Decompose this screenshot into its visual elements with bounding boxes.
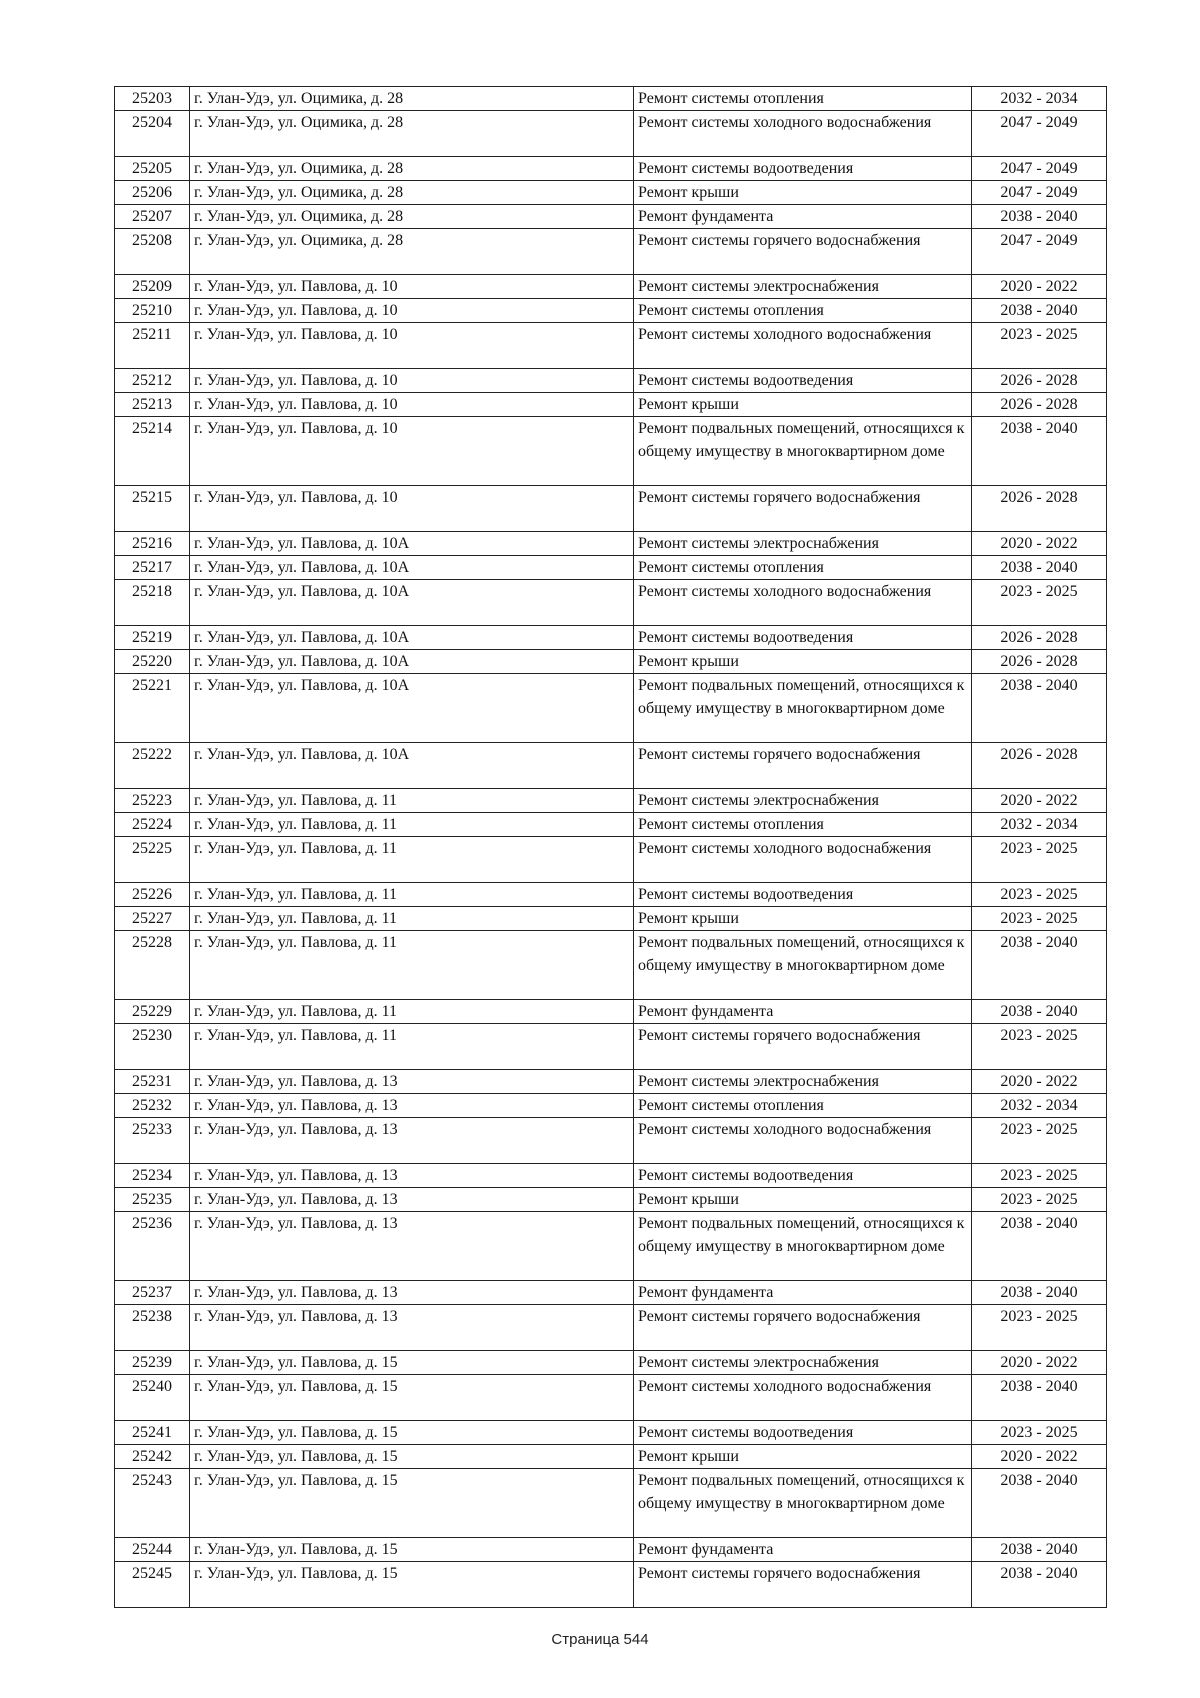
row-years: 2023 - 2025: [972, 1118, 1107, 1164]
row-years: 2020 - 2022: [972, 275, 1107, 299]
row-number: 25236: [115, 1212, 190, 1281]
row-work-type: Ремонт подвальных помещений, относящихся к общему имуществу в многоквартирном доме: [634, 674, 972, 743]
row-number: 25229: [115, 1000, 190, 1024]
row-address: г. Улан-Удэ, ул. Оцимика, д. 28: [190, 111, 634, 157]
table-row: [115, 1070, 1107, 1094]
table-row: [115, 1351, 1107, 1375]
row-number: 25242: [115, 1445, 190, 1469]
table-row: [115, 1562, 1107, 1608]
table-row: [115, 87, 1107, 111]
row-address: г. Улан-Удэ, ул. Павлова, д. 10А: [190, 532, 634, 556]
row-address: г. Улан-Удэ, ул. Павлова, д. 10А: [190, 626, 634, 650]
row-number: 25240: [115, 1375, 190, 1421]
row-number: 25209: [115, 275, 190, 299]
table-row: [115, 1538, 1107, 1562]
row-number: 25212: [115, 369, 190, 393]
row-address: г. Улан-Удэ, ул. Павлова, д. 10: [190, 393, 634, 417]
row-years: 2038 - 2040: [972, 556, 1107, 580]
row-years: 2023 - 2025: [972, 1024, 1107, 1070]
row-number: 25244: [115, 1538, 190, 1562]
row-number: 25215: [115, 486, 190, 532]
row-work-type: Ремонт крыши: [634, 650, 972, 674]
row-years: 2023 - 2025: [972, 1305, 1107, 1351]
row-years: 2038 - 2040: [972, 205, 1107, 229]
row-address: г. Улан-Удэ, ул. Павлова, д. 11: [190, 837, 634, 883]
row-number: 25225: [115, 837, 190, 883]
row-address: г. Улан-Удэ, ул. Павлова, д. 15: [190, 1421, 634, 1445]
row-number: 25223: [115, 789, 190, 813]
row-years: 2023 - 2025: [972, 1188, 1107, 1212]
row-work-type: Ремонт фундамента: [634, 1281, 972, 1305]
row-number: 25241: [115, 1421, 190, 1445]
row-address: г. Улан-Удэ, ул. Павлова, д. 15: [190, 1351, 634, 1375]
row-years: 2026 - 2028: [972, 743, 1107, 789]
row-work-type: Ремонт системы горячего водоснабжения: [634, 1562, 972, 1608]
row-work-type: Ремонт системы электроснабжения: [634, 1070, 972, 1094]
row-work-type: Ремонт системы водоотведения: [634, 1164, 972, 1188]
row-work-type: Ремонт системы горячего водоснабжения: [634, 743, 972, 789]
row-work-type: Ремонт системы водоотведения: [634, 157, 972, 181]
row-number: 25231: [115, 1070, 190, 1094]
row-number: 25214: [115, 417, 190, 486]
table-row: [115, 674, 1107, 743]
row-address: г. Улан-Удэ, ул. Павлова, д. 13: [190, 1212, 634, 1281]
row-address: г. Улан-Удэ, ул. Оцимика, д. 28: [190, 205, 634, 229]
table-row: [115, 299, 1107, 323]
row-work-type: Ремонт крыши: [634, 907, 972, 931]
row-address: г. Улан-Удэ, ул. Павлова, д. 11: [190, 1024, 634, 1070]
row-address: г. Улан-Удэ, ул. Павлова, д. 11: [190, 883, 634, 907]
row-work-type: Ремонт крыши: [634, 1445, 972, 1469]
row-work-type: Ремонт подвальных помещений, относящихся к общему имуществу в многоквартирном доме: [634, 1212, 972, 1281]
row-number: 25207: [115, 205, 190, 229]
table-row: [115, 1305, 1107, 1351]
row-work-type: Ремонт системы отопления: [634, 556, 972, 580]
table-row: [115, 883, 1107, 907]
row-years: 2047 - 2049: [972, 229, 1107, 275]
table-row: [115, 417, 1107, 486]
row-work-type: Ремонт системы отопления: [634, 813, 972, 837]
works-table: [114, 86, 1107, 1608]
row-number: 25218: [115, 580, 190, 626]
table-row: [115, 1118, 1107, 1164]
row-work-type: Ремонт системы холодного водоснабжения: [634, 1375, 972, 1421]
row-address: г. Улан-Удэ, ул. Павлова, д. 15: [190, 1445, 634, 1469]
table-row: [115, 111, 1107, 157]
table-row: [115, 393, 1107, 417]
table-row: [115, 275, 1107, 299]
table-row: [115, 181, 1107, 205]
row-number: 25226: [115, 883, 190, 907]
row-years: 2038 - 2040: [972, 1281, 1107, 1305]
row-work-type: Ремонт системы водоотведения: [634, 1421, 972, 1445]
row-address: г. Улан-Удэ, ул. Павлова, д. 11: [190, 813, 634, 837]
row-work-type: Ремонт системы холодного водоснабжения: [634, 580, 972, 626]
row-number: 25245: [115, 1562, 190, 1608]
works-table-body: [115, 87, 1107, 1608]
row-address: г. Улан-Удэ, ул. Оцимика, д. 28: [190, 229, 634, 275]
table-row: [115, 650, 1107, 674]
row-years: 2023 - 2025: [972, 837, 1107, 883]
row-work-type: Ремонт системы электроснабжения: [634, 789, 972, 813]
row-work-type: Ремонт крыши: [634, 393, 972, 417]
row-work-type: Ремонт системы горячего водоснабжения: [634, 229, 972, 275]
row-years: 2032 - 2034: [972, 813, 1107, 837]
row-years: 2047 - 2049: [972, 111, 1107, 157]
row-years: 2023 - 2025: [972, 883, 1107, 907]
row-years: 2038 - 2040: [972, 1562, 1107, 1608]
row-years: 2026 - 2028: [972, 393, 1107, 417]
row-address: г. Улан-Удэ, ул. Павлова, д. 11: [190, 1000, 634, 1024]
row-years: 2023 - 2025: [972, 580, 1107, 626]
row-number: 25243: [115, 1469, 190, 1538]
table-row: [115, 229, 1107, 275]
table-row: [115, 1212, 1107, 1281]
table-row: [115, 1281, 1107, 1305]
row-work-type: Ремонт крыши: [634, 181, 972, 205]
row-number: 25203: [115, 87, 190, 111]
row-years: 2038 - 2040: [972, 1000, 1107, 1024]
row-work-type: Ремонт подвальных помещений, относящихся к общему имуществу в многоквартирном доме: [634, 417, 972, 486]
row-address: г. Улан-Удэ, ул. Павлова, д. 13: [190, 1305, 634, 1351]
row-number: 25232: [115, 1094, 190, 1118]
row-number: 25222: [115, 743, 190, 789]
table-row: [115, 743, 1107, 789]
row-work-type: Ремонт системы холодного водоснабжения: [634, 1118, 972, 1164]
row-address: г. Улан-Удэ, ул. Павлова, д. 11: [190, 907, 634, 931]
row-work-type: Ремонт системы горячего водоснабжения: [634, 486, 972, 532]
row-number: 25219: [115, 626, 190, 650]
table-row: [115, 580, 1107, 626]
row-years: 2026 - 2028: [972, 369, 1107, 393]
table-row: [115, 837, 1107, 883]
row-work-type: Ремонт системы электроснабжения: [634, 1351, 972, 1375]
row-number: 25238: [115, 1305, 190, 1351]
row-number: 25234: [115, 1164, 190, 1188]
row-years: 2023 - 2025: [972, 1421, 1107, 1445]
row-address: г. Улан-Удэ, ул. Павлова, д. 15: [190, 1375, 634, 1421]
row-years: 2020 - 2022: [972, 1445, 1107, 1469]
row-number: 25237: [115, 1281, 190, 1305]
row-years: 2038 - 2040: [972, 1375, 1107, 1421]
table-row: [115, 1164, 1107, 1188]
row-work-type: Ремонт фундамента: [634, 1538, 972, 1562]
table-row: [115, 907, 1107, 931]
row-years: 2038 - 2040: [972, 931, 1107, 1000]
row-years: 2038 - 2040: [972, 1212, 1107, 1281]
row-years: 2038 - 2040: [972, 674, 1107, 743]
row-number: 25217: [115, 556, 190, 580]
row-number: 25206: [115, 181, 190, 205]
row-work-type: Ремонт системы электроснабжения: [634, 532, 972, 556]
row-number: 25230: [115, 1024, 190, 1070]
row-address: г. Улан-Удэ, ул. Павлова, д. 15: [190, 1538, 634, 1562]
row-years: 2038 - 2040: [972, 417, 1107, 486]
table-row: [115, 1000, 1107, 1024]
row-address: г. Улан-Удэ, ул. Павлова, д. 15: [190, 1469, 634, 1538]
table-row: [115, 1421, 1107, 1445]
row-work-type: Ремонт системы горячего водоснабжения: [634, 1024, 972, 1070]
row-address: г. Улан-Удэ, ул. Павлова, д. 11: [190, 931, 634, 1000]
row-address: г. Улан-Удэ, ул. Павлова, д. 10: [190, 417, 634, 486]
table-row: [115, 1469, 1107, 1538]
row-address: г. Улан-Удэ, ул. Павлова, д. 10А: [190, 580, 634, 626]
table-row: [115, 323, 1107, 369]
table-row: [115, 789, 1107, 813]
row-work-type: Ремонт системы отопления: [634, 87, 972, 111]
row-work-type: Ремонт системы отопления: [634, 1094, 972, 1118]
row-number: 25228: [115, 931, 190, 1000]
row-number: 25216: [115, 532, 190, 556]
row-work-type: Ремонт фундамента: [634, 205, 972, 229]
row-address: г. Улан-Удэ, ул. Павлова, д. 10: [190, 323, 634, 369]
row-address: г. Улан-Удэ, ул. Павлова, д. 13: [190, 1281, 634, 1305]
table-row: [115, 369, 1107, 393]
row-work-type: Ремонт системы холодного водоснабжения: [634, 323, 972, 369]
row-address: г. Улан-Удэ, ул. Павлова, д. 13: [190, 1188, 634, 1212]
row-number: 25208: [115, 229, 190, 275]
row-address: г. Улан-Удэ, ул. Павлова, д. 10: [190, 299, 634, 323]
row-years: 2020 - 2022: [972, 532, 1107, 556]
row-address: г. Улан-Удэ, ул. Павлова, д. 10А: [190, 650, 634, 674]
row-years: 2026 - 2028: [972, 486, 1107, 532]
page-number: Страница 544: [551, 1631, 649, 1648]
row-work-type: Ремонт подвальных помещений, относящихся к общему имуществу в многоквартирном доме: [634, 1469, 972, 1538]
row-address: г. Улан-Удэ, ул. Павлова, д. 15: [190, 1562, 634, 1608]
table-row: [115, 157, 1107, 181]
row-address: г. Улан-Удэ, ул. Павлова, д. 10А: [190, 556, 634, 580]
table-row: [115, 1445, 1107, 1469]
row-number: 25211: [115, 323, 190, 369]
table-row: [115, 626, 1107, 650]
row-work-type: Ремонт системы водоотведения: [634, 883, 972, 907]
row-years: 2020 - 2022: [972, 789, 1107, 813]
table-row: [115, 486, 1107, 532]
table-row: [115, 1024, 1107, 1070]
row-address: г. Улан-Удэ, ул. Оцимика, д. 28: [190, 87, 634, 111]
row-years: 2023 - 2025: [972, 907, 1107, 931]
row-address: г. Улан-Удэ, ул. Павлова, д. 13: [190, 1118, 634, 1164]
row-number: 25205: [115, 157, 190, 181]
row-years: 2047 - 2049: [972, 157, 1107, 181]
row-address: г. Улан-Удэ, ул. Оцимика, д. 28: [190, 157, 634, 181]
table-row: [115, 532, 1107, 556]
row-work-type: Ремонт системы отопления: [634, 299, 972, 323]
row-years: 2023 - 2025: [972, 1164, 1107, 1188]
row-address: г. Улан-Удэ, ул. Павлова, д. 13: [190, 1164, 634, 1188]
row-work-type: Ремонт системы водоотведения: [634, 626, 972, 650]
row-address: г. Улан-Удэ, ул. Павлова, д. 10: [190, 369, 634, 393]
row-address: г. Улан-Удэ, ул. Павлова, д. 11: [190, 789, 634, 813]
row-years: 2032 - 2034: [972, 1094, 1107, 1118]
row-number: 25220: [115, 650, 190, 674]
row-number: 25227: [115, 907, 190, 931]
table-row: [115, 813, 1107, 837]
table-row: [115, 205, 1107, 229]
row-years: 2026 - 2028: [972, 626, 1107, 650]
row-work-type: Ремонт подвальных помещений, относящихся к общему имуществу в многоквартирном доме: [634, 931, 972, 1000]
row-work-type: Ремонт фундамента: [634, 1000, 972, 1024]
row-address: г. Улан-Удэ, ул. Павлова, д. 10А: [190, 674, 634, 743]
table-row: [115, 556, 1107, 580]
row-number: 25210: [115, 299, 190, 323]
table-row: [115, 1375, 1107, 1421]
row-years: 2047 - 2049: [972, 181, 1107, 205]
table-row: [115, 931, 1107, 1000]
row-work-type: Ремонт системы водоотведения: [634, 369, 972, 393]
row-number: 25204: [115, 111, 190, 157]
row-work-type: Ремонт системы холодного водоснабжения: [634, 837, 972, 883]
row-years: 2023 - 2025: [972, 323, 1107, 369]
row-number: 25213: [115, 393, 190, 417]
row-address: г. Улан-Удэ, ул. Оцимика, д. 28: [190, 181, 634, 205]
row-work-type: Ремонт крыши: [634, 1188, 972, 1212]
row-years: 2038 - 2040: [972, 1538, 1107, 1562]
row-number: 25235: [115, 1188, 190, 1212]
row-years: 2032 - 2034: [972, 87, 1107, 111]
row-years: 2038 - 2040: [972, 1469, 1107, 1538]
row-years: 2020 - 2022: [972, 1351, 1107, 1375]
row-address: г. Улан-Удэ, ул. Павлова, д. 13: [190, 1094, 634, 1118]
row-address: г. Улан-Удэ, ул. Павлова, д. 10: [190, 275, 634, 299]
row-address: г. Улан-Удэ, ул. Павлова, д. 13: [190, 1070, 634, 1094]
table-row: [115, 1094, 1107, 1118]
row-address: г. Улан-Удэ, ул. Павлова, д. 10А: [190, 743, 634, 789]
row-number: 25221: [115, 674, 190, 743]
row-address: г. Улан-Удэ, ул. Павлова, д. 10: [190, 486, 634, 532]
row-work-type: Ремонт системы горячего водоснабжения: [634, 1305, 972, 1351]
row-number: 25239: [115, 1351, 190, 1375]
table-row: [115, 1188, 1107, 1212]
row-number: 25224: [115, 813, 190, 837]
row-number: 25233: [115, 1118, 190, 1164]
row-work-type: Ремонт системы электроснабжения: [634, 275, 972, 299]
row-years: 2038 - 2040: [972, 299, 1107, 323]
row-years: 2020 - 2022: [972, 1070, 1107, 1094]
row-work-type: Ремонт системы холодного водоснабжения: [634, 111, 972, 157]
row-years: 2026 - 2028: [972, 650, 1107, 674]
